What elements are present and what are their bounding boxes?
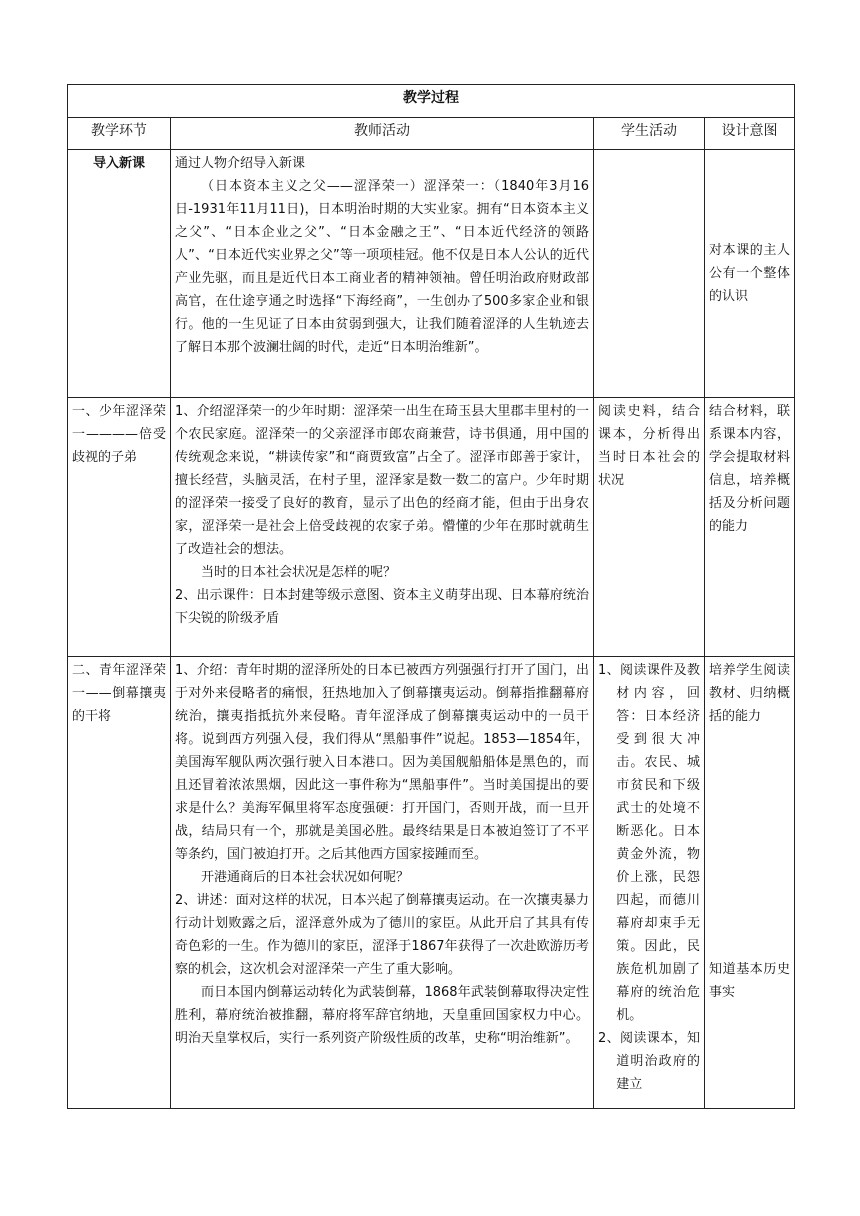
table-row	[68, 150, 795, 398]
design-intent-cell: 对本课的主人公有一个整体的认识	[705, 150, 795, 398]
student-activity-cell	[594, 150, 705, 398]
stage-cell: 导入新课	[68, 150, 171, 398]
teacher-paragraph: 1、介绍：青年时期的涩泽所处的日本已被西方列强强行打开了国门，出于对外来侵略者的痛恨，狂热地加入了倒幕攘夷运动。倒幕指推翻幕府统治，攘夷指抵抗外来侵略。青年涩泽成了倒幕攘夷运动中的一员干将。说到西方列强入侵，我们得从“黑船事件”说起。1853—1854年，美国海军舰队两次强行驶入日本港口。因为美国舰船船体是黑色的，而且还冒着浓浓黑烟，因此这一事件称为“黑船事件”。当时美国提出的要求是什么？美海军佩里将军态度强硬：打开国门，否则开战，而一旦开战，结局只有一个，那就是美国必胜。最终结果是日本被迫签订了不平等条约，国门被迫打开。之后其他西方国家接踵而至。	[175, 663, 589, 862]
table-header-row	[68, 118, 795, 150]
header-stage: 教学环节	[68, 118, 171, 150]
student-paragraph: 1、阅读课件及教材内容，回答：日本经济受到很大冲击。农民、城市贫民和下级武士的处境不断恶化。日本黄金外流，物价上涨，民怨四起，而德川幕府却束手无策。因此，民族危机加剧了幕府的统治危机。	[598, 663, 700, 1023]
header-design-intent: 设计意图	[705, 118, 795, 150]
student-paragraph: 2、阅读课本，知道明治政府的建立	[598, 1031, 700, 1092]
spacer	[709, 728, 790, 958]
teacher-paragraph: 开港通商后的日本社会状况如何呢？	[201, 870, 410, 885]
table-row	[68, 398, 795, 657]
teacher-paragraph: 2、讲述：面对这样的状况，日本兴起了倒幕攘夷运动。在一次攘夷暴力行动计划败露之后，涩泽意外成为了德川的家臣。从此开启了其具有传奇色彩的一生。作为德川的家臣，涩泽于1867年获得了一次赴欧游历考察的机会，这次机会对涩泽荣一产生了重大影响。	[175, 893, 589, 977]
teacher-paragraph: 当时的日本社会状况是怎样的呢？	[201, 565, 397, 580]
table-title: 教学过程	[68, 85, 795, 118]
teacher-paragraph: （日本资本主义之父——涩泽荣一）涩泽荣一：（1840年3月16日-1931年11月11日)，日本明治时期的大实业家。拥有“日本资本主义之父”、“日本企业之父”、“日本金融之王”、“日本近代经济的领路人”、“日本近代实业界之父”等一项项桂冠。他不仅是日本人公认的近代产业先驱，而且是近代日本工商业者的精神领袖。曾任明治政府财政部高官，在仕途亨通之时选择“下海经商”，一生创办了500多家企业和银行。他的一生见证了日本由贫弱到强大，让我们随着涩泽的人生轨迹去了解日本那个波澜壮阔的时代，走近“日本明治维新”。	[175, 179, 589, 355]
design-intent-cell: 结合材料，联系课本内容，学会提取材料信息，培养概括及分析问题的能力	[705, 398, 795, 657]
intent-paragraph: 培养学生阅读教材、归纳概括的能力	[709, 663, 790, 724]
teacher-paragraph: 通过人物介绍导入新课	[175, 156, 306, 171]
header-teacher-activity: 教师活动	[171, 118, 594, 150]
teacher-activity-cell	[171, 657, 594, 1109]
student-activity-cell	[594, 657, 705, 1109]
intent-paragraph: 知道基本历史事实	[709, 962, 790, 1000]
table-title-row	[68, 85, 795, 118]
table-row	[68, 657, 795, 1109]
stage-cell: 一、少年涩泽荣一————倍受歧视的子弟	[68, 398, 171, 657]
student-activity-cell: 阅读史料，结合课本，分析得出当时日本社会的状况	[594, 398, 705, 657]
teacher-activity-cell	[171, 150, 594, 398]
teacher-paragraph: 而日本国内倒幕运动转化为武装倒幕，1868年武装倒幕取得决定性胜利，幕府统治被推翻，幕府将军辞官纳地，天皇重回国家权力中心。明治天皇掌权后，实行一系列资产阶级性质的改革，史称“明治维新”。	[175, 985, 589, 1046]
stage-cell: 二、青年涩泽荣一——倒幕攘夷的干将	[68, 657, 171, 1109]
teacher-paragraph: 1、介绍涩泽荣一的少年时期：涩泽荣一出生在琦玉县大里郡丰里村的一个农民家庭。涩泽荣一的父亲涩泽市郎农商兼营，诗书俱通，用中国的传统观念来说，“耕读传家”和“商贾致富”占全了。涩泽市郎善于家计，擅长经营，头脑灵活，在村子里，涩泽家是数一数二的富户。少年时期的涩泽荣一接受了良好的教育，显示了出色的经商才能，但由于出身农家，涩泽荣一是社会上倍受歧视的农家子弟。懵懂的少年在那时就萌生了改造社会的想法。	[175, 404, 589, 557]
header-student-activity: 学生活动	[594, 118, 705, 150]
design-intent-cell	[705, 657, 795, 1109]
teacher-activity-cell	[171, 398, 594, 657]
lesson-process-table	[67, 84, 795, 1109]
teacher-paragraph: 2、出示课件：日本封建等级示意图、资本主义萌芽出现、日本幕府统治下尖锐的阶级矛盾	[175, 588, 589, 626]
